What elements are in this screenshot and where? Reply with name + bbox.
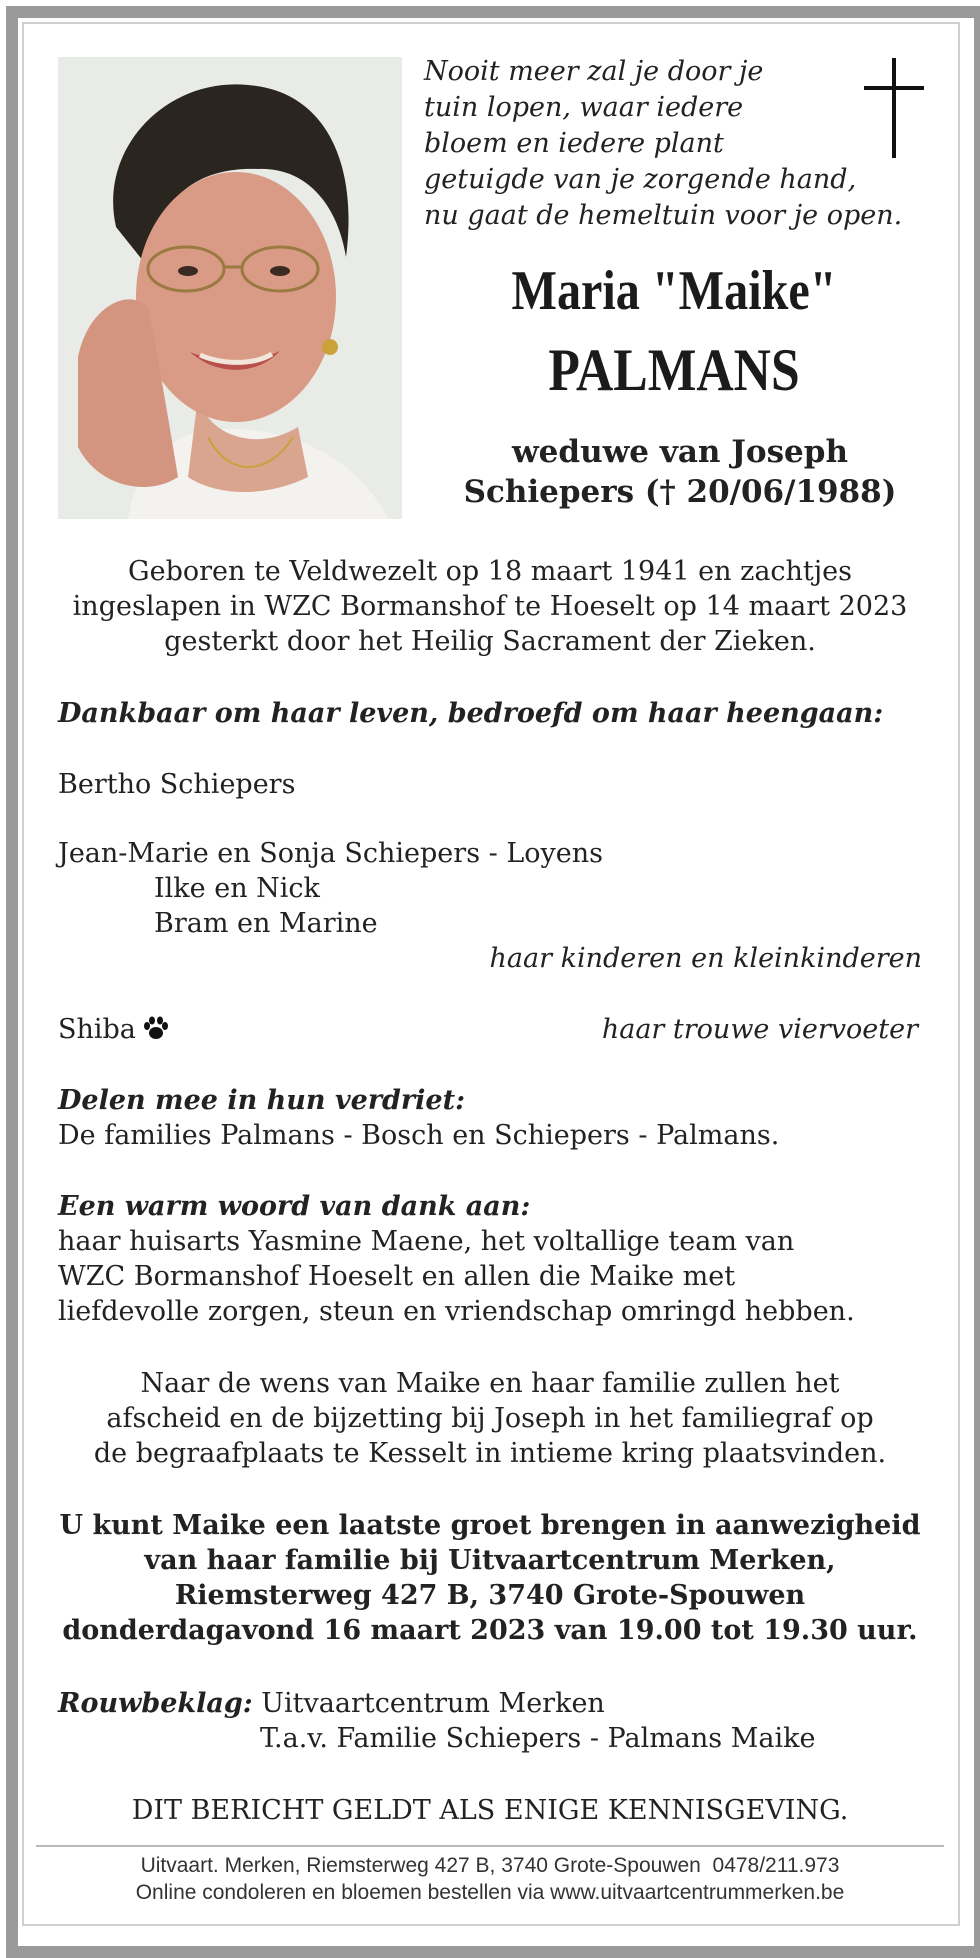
relation-pet: haar trouwe viervoeter [601,1014,918,1045]
wishes-line: Naar de wens van Maike en haar familie zullen het [140,1368,840,1399]
poem-line: Nooit meer zal je door je [424,56,764,87]
relation-children: haar kinderen en kleinkinderen [489,943,922,974]
wishes-line: afscheid en de bijzetting bij Joseph in het familiegraf op [106,1403,874,1434]
mourner-bertho: Bertho Schiepers [58,769,296,800]
condolence-line [58,1686,922,1721]
widow-of [440,432,920,512]
grandchild-line: Bram en Marine [154,908,378,939]
wishes-line: de begraafplaats te Kesselt in intieme kring plaatsvinden. [93,1438,887,1469]
poem-line: bloem en iedere plant [424,128,724,159]
birth-death-info [58,554,922,659]
birth-line: gesterkt door het Heilig Sacrament der Zieken. [164,626,816,657]
widow-line [440,472,920,512]
pet-name: Shiba [58,1014,136,1045]
thanks-heading: Een warm woord van dank aan: [58,1191,531,1222]
footer [36,1852,944,1906]
widow-line: weduwe van Joseph [512,434,848,470]
thanks-section [58,1189,922,1329]
visit-line: donderdagavond 16 maart 2023 van 19.00 tot 19.30 uur. [62,1615,918,1646]
condolence-address: Uitvaartcentrum Merken [261,1688,605,1719]
deceased-surname: PALMANS [548,337,800,403]
visit-line: U kunt Maike een laatste groet brengen in aanwezigheid [59,1510,921,1541]
mourners-heading: Dankbaar om haar leven, bedroefd om haar heengaan: [58,698,884,729]
visit-line: Riemsterweg 427 B, 3740 Grote-Spouwen [174,1580,806,1611]
footer-line: Uitvaart. Merken, Riemsterweg 427 B, 3740 Grote-Spouwen 0478/211.973 [140,1854,840,1877]
grandchild-line: Ilke en Nick [154,873,320,904]
mourner-jean-marie: Jean-Marie en Sonja Schiepers - Loyens [58,838,603,869]
condolence-label: Rouwbeklag: [58,1688,253,1719]
mourners-family [58,836,922,941]
visit-line: van haar familie bij Uitvaartcentrum Merken, [144,1545,836,1576]
share-section [58,1083,922,1153]
footer-divider [36,1845,944,1847]
condolence-section [58,1686,922,1756]
poem-line: nu gaat de hemeltuin voor je open. [424,200,903,231]
birth-line: Geboren te Veldwezelt op 18 maart 1941 en zachtjes [128,556,852,587]
portrait-photo [58,57,402,519]
condolence-attention: T.a.v. Familie Schiepers - Palmans Maike [260,1723,816,1754]
paw-icon [142,1016,170,1040]
thanks-line: liefdevolle zorgen, steun en vriendschap omringd hebben. [58,1296,855,1327]
cross-icon [862,58,926,158]
share-text: De families Palmans - Bosch en Schiepers - Palmans. [58,1120,780,1151]
visit-section [58,1508,922,1648]
poem-line: getuigde van je zorgende hand, [424,164,857,195]
deceased-first-name: Maria "Maike" [511,260,837,322]
widow-line-text: Schiepers († 20/06/1988) [463,474,897,510]
thanks-line: WZC Bormanshof Hoeselt en allen die Maike met [58,1261,736,1292]
thanks-line: haar huisarts Yasmine Maene, het voltallige team van [58,1226,795,1257]
share-heading: Delen mee in hun verdriet: [58,1085,466,1116]
wishes-section [58,1366,922,1471]
poem [424,54,903,234]
footer-line: Online condoleren en bloemen bestellen via www.uitvaartcentrummerken.be [135,1881,845,1904]
poem-line: tuin lopen, waar iedere [424,92,744,123]
birth-line: ingeslapen in WZC Bormanshof te Hoeselt op 14 maart 2023 [72,591,908,622]
notice: DIT BERICHT GELDT ALS ENIGE KENNISGEVING. [131,1795,849,1826]
